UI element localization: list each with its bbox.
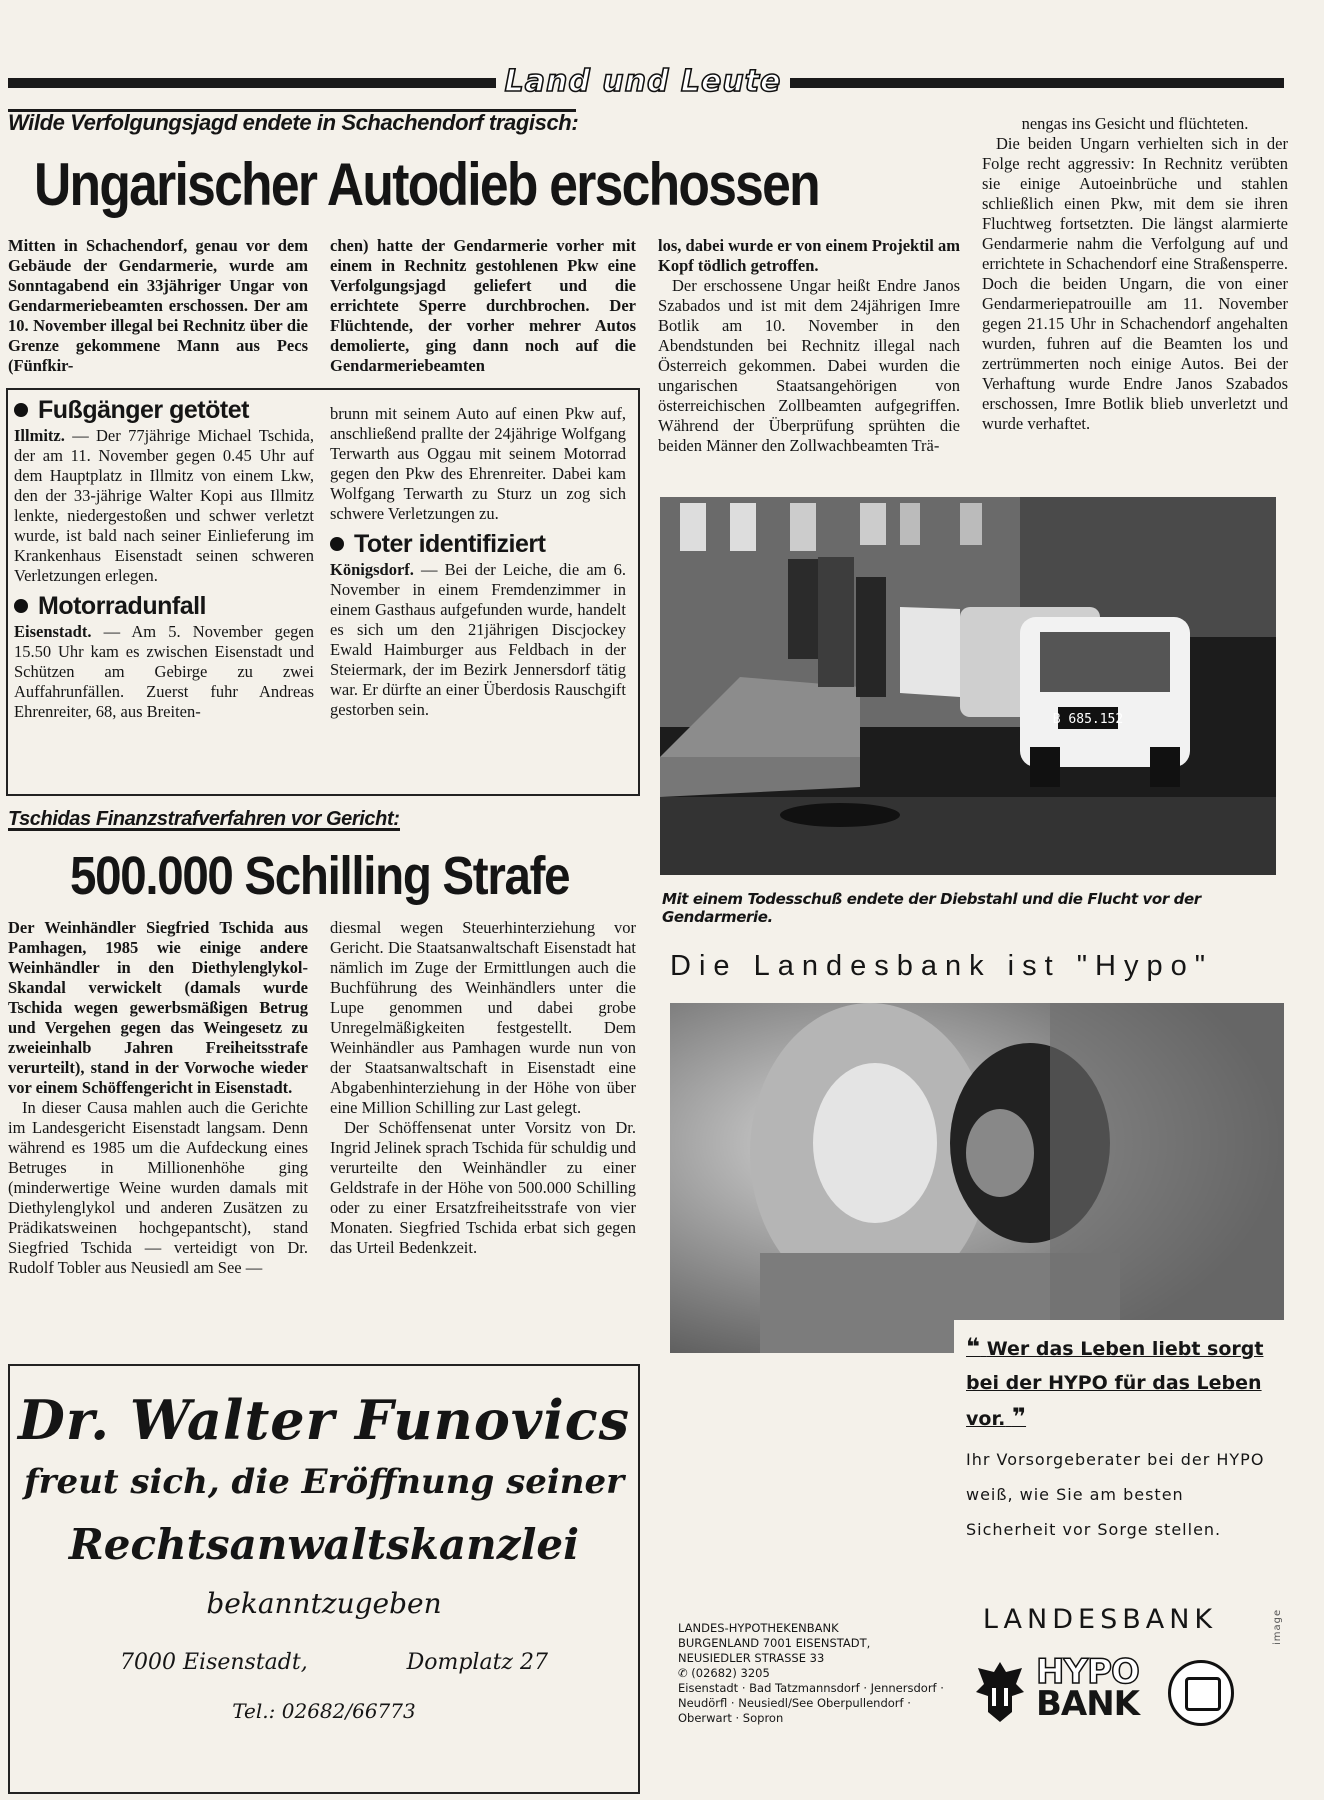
section-label <box>496 64 790 104</box>
brief3-body: — Bei der Leiche, die am 6. November in einem Fremdenzimmer in einem Gasthaus aufgefunden wurde, handelt es sich um den 21jährigen Discjockey Ewald Haimburger aus Feldbach in der Steiermark, der im Bezirk Jennersdorf tätig war. Er dürfte an einer Überdosis Rauschgift gestorben sein. <box>330 560 626 719</box>
bank-logo-text <box>1036 1652 1140 1724</box>
bank-tagline: Die Landesbank ist "Hypo" <box>670 950 1214 982</box>
quote-close-icon: ❞ <box>1011 1403 1027 1431</box>
crime-scene-photo <box>660 497 1276 875</box>
lawyer-street: Domplatz 27 <box>406 1650 548 1675</box>
bank-logo <box>972 1652 1232 1728</box>
article1-col3-text: Der erschossene Ungar heißt Endre Janos Szabados und ist mit dem 24jährigen Imre Botlik am 10. November in den Abendstunden bei Rechnitz illegal nach Österreich gekommen. Dabei wurden die ungarischen Staatsangehörigen von österreichischen Zollbeamten aufgegriffen. Während der Überprüfung sprühten die beiden Männer den Zollwachbeamten Trä- <box>658 276 960 455</box>
quote-open-icon: ❝ <box>966 1333 981 1361</box>
lawyer-line2: freut sich, die Eröffnung seiner <box>23 1462 625 1502</box>
brief2-body: — Am 5. November gegen 15.50 Uhr kam es zwischen Eisenstadt und Schützen am Gebirge zu zwei Auffahrunfällen. Zuerst fuhr Andreas Ehrenreiter, 68, aus Breiten- <box>14 622 314 721</box>
brief2-continued: brunn mit seinem Auto auf einen Pkw auf, anschließend prallte der 24jährige Wolfgang Terwarth aus Oggau mit seinem Motorrad gegen den Pkw des Ehrenreiter. Dabei kam Wolfgang Terwarth zu Sturz un zog sich schwere Verletzungen zu. <box>330 404 626 523</box>
bank-phone: ✆ (02682) 3205 <box>678 1666 770 1680</box>
article2-kicker: Tschidas Finanzstrafverfahren vor Gericht: <box>8 808 400 830</box>
article2-col2-p1: diesmal wegen Steuerhinterziehung vor Gericht. Die Staatsanwaltschaft Eisenstadt hat nämlich im Zuge der Ermittlungen auch die Buchführung des Weinhändlers unter die Lupe genommen und dabei grobe Unregelmäßigkeiten festgestellt. Dem Weinhändler aus Pamhagen wurde nun von der Staatsanwaltschaft in Eisenstadt eine Abgabenhinterziehung in der Höhe von über eine Million Schilling zur Last gelegt. <box>330 918 636 1117</box>
bank-address-line2: BURGENLAND 7001 EISENSTADT, <box>678 1636 871 1650</box>
bank-quote-text: Wer das Leben liebt sorgt bei der HYPO für das Leben vor. <box>966 1338 1264 1430</box>
article1-col4-p1: nengas ins Gesicht und flüchteten. <box>1021 114 1249 133</box>
lawyer-city: 7000 Eisenstadt, <box>120 1650 308 1675</box>
article1-col1-text: Mitten in Schachendorf, genau vor dem Gebäude der Gendarmerie, wurde am Sonntagabend ein 33jähriger Ungar von Gendarmeriebeamten erschossen. Der am 10. November illegal bei Rechnitz über die Grenze gekommene Mann aus Pecs (Fünfkir- <box>8 236 308 375</box>
brief1-text <box>14 426 314 586</box>
bank-address-line1: LANDES-HYPOTHEKENBANK <box>678 1621 839 1635</box>
bank-brand-top: LANDESBANK <box>982 1604 1218 1635</box>
bank-body: Ihr Vorsorgeberater bei der HYPO weiß, wie Sie am besten Sicherheit vor Sorge stellen. <box>966 1450 1265 1539</box>
bullet-icon <box>14 403 28 417</box>
article2-lead: Der Weinhändler Siegfried Tschida aus Pamhagen, 1985 wie einige andere Weinhändler in den Diethylenglykol-Skandal verwickelt (damals wurde Tschida wegen gewerbsmäßigen Betrug und Vergehen gegen das Weingesetz zu zweieinhalb Jahren Freiheitsstrafe verurteilt), stand in der Vorwoche wieder vor einem Schöffengericht in Eisenstadt. <box>8 918 308 1097</box>
brief2-text <box>14 622 314 722</box>
brief1-title: Fußgänger getötet <box>38 396 249 424</box>
bank-photo <box>670 1003 1284 1353</box>
brief3-heading <box>330 530 626 558</box>
brief2-heading <box>14 592 314 620</box>
article1-headline: Ungarischer Autodieb erschossen <box>34 151 819 218</box>
lawyer-name: Dr. Walter Funovics <box>17 1388 631 1452</box>
article2-col1-p2: In dieser Causa mahlen auch die Gerichte im Landesgericht Eisenstadt langsam. Denn während es 1985 um die Aufdeckung eines Betruges in Millionenhöhe ging (minderwertige Weine wurden damals mit Diethylenglykol und anderen Zusätzen zu Prädikatsweinen hochgepantscht), stand Siegfried Tschida — verteidigt von Dr. Rudolf Tobler aus Neusiedl am See — <box>8 1098 308 1277</box>
bullet-icon <box>330 537 344 551</box>
brief1-heading <box>14 396 314 424</box>
side-mark: image <box>1272 1608 1283 1645</box>
bank-address-line3: NEUSIEDLER STRASSE 33 <box>678 1651 825 1665</box>
crime-scene-illustration <box>660 497 1276 875</box>
brief1-body: — Der 77jährige Michael Tschida, der am 11. November gegen 0.45 Uhr auf dem Hauptplatz in Illmitz von einem Lkw, den der 33-jährige Walter Kopi aus Illmitz lenkte, niedergestoßen und schwer verletzt wurde, ist bald nach seiner Einlieferung im Krankenhaus Eisenstadt seinen schweren Verletzungen erlegen. <box>14 426 314 585</box>
lawyer-line3: Rechtsanwaltskanzlei <box>68 1520 580 1569</box>
briefs-col2 <box>330 404 626 720</box>
briefs-col1 <box>14 394 314 722</box>
bank-quote-box <box>954 1320 1290 1646</box>
article2-col2-p2: Der Schöffensenat unter Vorsitz von Dr. Ingrid Jelinek sprach Tschida für schuldig und verurteilte den Weinhändler zu einer Geldstrafe in der Höhe von 500.000 Schilling oder zu einer Ersatzfreiheitsstrafe von vier Monaten. Siegfried Tschida erbat sich gegen das Urteil Bedenkzeit. <box>330 1118 636 1257</box>
article1-col1 <box>8 236 308 376</box>
brief1-place: Illmitz. <box>14 426 65 445</box>
brief3-text <box>330 560 626 720</box>
eagle-crest-icon <box>972 1658 1028 1726</box>
brief3-title: Toter identifiziert <box>354 530 546 558</box>
article1-col4 <box>982 114 1288 434</box>
masthead-rule-right <box>790 78 1284 88</box>
brief2-place: Eisenstadt. <box>14 622 92 641</box>
bank-logo-bank: BANK <box>1036 1684 1140 1724</box>
photo-caption: Mit einem Todesschuß endete der Diebstahl und die Flucht vor der Gendarmerie. <box>662 890 1201 926</box>
bank-photo-illustration <box>670 1003 1284 1353</box>
bank-quote <box>954 1320 1290 1436</box>
article1-col2-text: chen) hatte der Gendarmerie vorher mit einem in Rechnitz gestohlenen Pkw eine Verfolgungsjagd geliefert und die errichtete Sperre durchbrochen. Der Flüchtende, der vorher mehrer Autos demolierte, ging dann noch auf die Gendarmeriebeamten <box>330 236 636 375</box>
license-plate: B 685.152 <box>1052 712 1124 727</box>
article1-col2 <box>330 236 636 376</box>
lawyer-ad <box>8 1364 640 1794</box>
bank-branches: Eisenstadt · Bad Tatzmannsdorf · Jennersdorf · Neudörfl · Neusiedl/See Oberpullendorf · Oberwart · Sopron <box>678 1681 944 1725</box>
article1-col3 <box>658 236 960 456</box>
article2-col1 <box>8 918 308 1278</box>
article1-col3-lead: los, dabei wurde er von einem Projektil am Kopf tödlich getroffen. <box>658 236 960 275</box>
lawyer-address <box>120 1650 548 1675</box>
masthead-rule-left <box>8 78 496 88</box>
article2-col2 <box>330 918 636 1258</box>
article2-headline: 500.000 Schilling Strafe <box>70 846 570 906</box>
lawyer-phone: Tel.: 02682/66773 <box>232 1699 416 1723</box>
bank-address <box>678 1621 958 1726</box>
brief2-title: Motorradunfall <box>38 592 206 620</box>
bullet-icon <box>14 599 28 613</box>
article1-col4-p2: Die beiden Ungarn verhielten sich in der Folge recht aggressiv: In Rechnitz verübten sie einige Autoeinbrüche und stahlen schließlich einen Pkw, mit dem sie ihren Fluchtweg fortsetzten. Die längst alarmierte Gendarmerie nahm die Verfolgung auf und errichtete in Schachendorf eine Straßensperre. Doch die beiden Ungarn, die von einer Gendarmeriepatrouille am 11. November gegen 21.15 Uhr in Schachendorf angehalten wurden, fuhren auf die Beamten los und zertrümmerten noch einige Autos. Bei der Verhaftung wurde Endre Janos Szabados erschossen, Imre Botlik blieb unverletzt und wurde verhaftet. <box>982 134 1288 433</box>
hand-icon <box>1168 1660 1234 1726</box>
article1-kicker: Wilde Verfolgungsjagd endete in Schachendorf tragisch: <box>8 110 579 135</box>
brief3-place: Königsdorf. <box>330 560 414 579</box>
bank-logo-hypo: HYPO <box>1036 1652 1139 1692</box>
section-title: Land und Leute <box>504 64 782 99</box>
lawyer-line4: bekanntzugeben <box>206 1587 442 1620</box>
